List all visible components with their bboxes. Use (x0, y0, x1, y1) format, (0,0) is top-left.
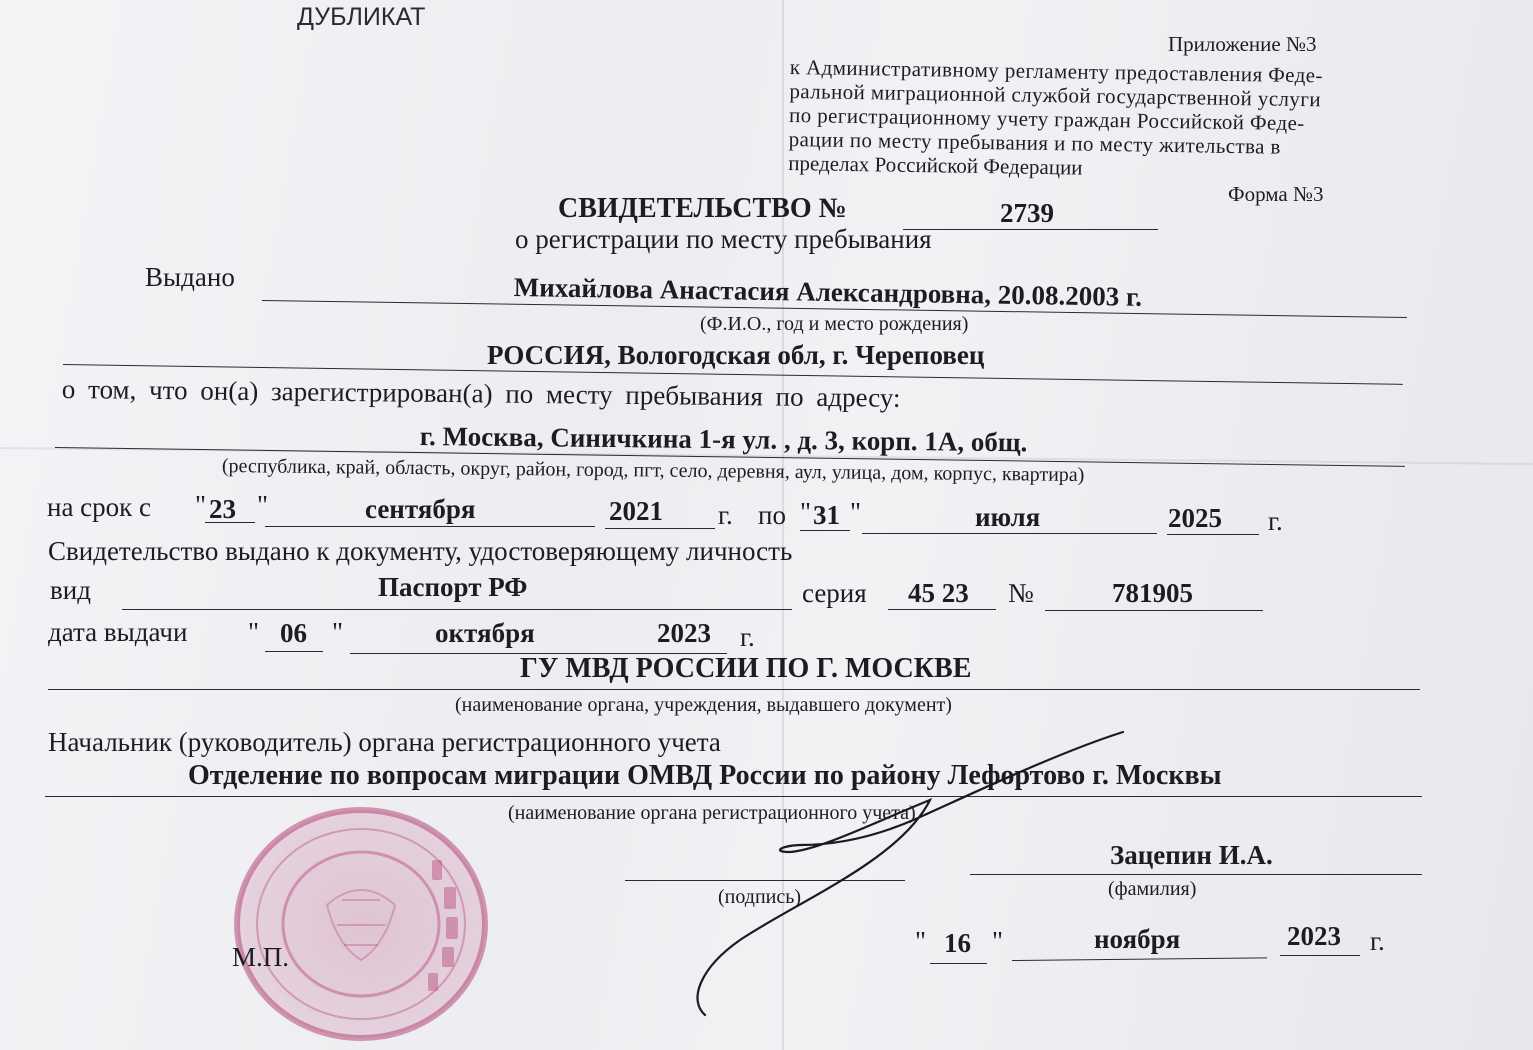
period-from-year: 2021 (609, 496, 663, 526)
period-from-month: сентября (365, 494, 476, 524)
document-series-value: 45 23 (908, 578, 969, 608)
sign-date-day-line (930, 963, 987, 964)
issuing-authority: ГУ МВД РОССИИ ПО Г. МОСКВЕ (520, 653, 972, 684)
document-intro: Свидетельство выдано к документу, удостоверяющему личность (48, 536, 793, 566)
appendix-line: ральной миграционной службой государственной услуги (789, 78, 1322, 112)
sign-date-month-line (1012, 957, 1267, 961)
issued-label: Выдано (145, 262, 235, 292)
address-intro: о том, что он(а) зарегистрирован(а) по месту пребывания по адресу: (61, 374, 901, 413)
certificate-number-line (903, 229, 1158, 230)
issue-date-label: дата выдачи (48, 617, 188, 647)
holder-name-caption: (Ф.И.О., год и место рождения) (700, 313, 969, 335)
appendix-text (788, 55, 1323, 183)
appendix-line: рации по месту пребывания и по месту жительства в (788, 126, 1281, 159)
issue-date-quote: " (332, 617, 344, 647)
sign-date-quote: " (915, 926, 927, 956)
certificate-title: СВИДЕТЕЛЬСТВО № (558, 193, 847, 224)
sign-date-month: ноября (1094, 924, 1181, 954)
issue-date-day-line (265, 651, 323, 652)
address-value: г. Москва, Синичкина 1-я ул. , д. 3, корп. 1А, общ. (419, 421, 1028, 458)
document-type-value: Паспорт РФ (378, 572, 528, 602)
registration-authority-name: Отделение по вопросам миграции ОМВД России по району Лефортово г. Москвы (188, 760, 1222, 791)
issuing-authority-caption: (наименование органа, учреждения, выдавшего документ) (455, 694, 952, 716)
issue-date-day: 06 (280, 618, 307, 648)
issue-date-year: 2023 (657, 618, 711, 648)
registration-authority-caption: (наименование органа регистрационного учета) (508, 802, 916, 824)
period-to-month: июля (975, 502, 1041, 532)
document-type-line (122, 609, 792, 610)
period-from-label: на срок с (47, 492, 152, 522)
signature-line (625, 880, 905, 881)
period-year-mark: г. (718, 500, 733, 530)
period-from-month-line (265, 526, 595, 527)
period-quote: " (850, 497, 862, 527)
period-to-day: 31 (813, 500, 840, 530)
appendix-line: пределах Российской Федерации (788, 150, 1083, 180)
registration-authority-line (45, 796, 1422, 797)
period-from-day-line (205, 522, 255, 523)
form-number: Форма №3 (1228, 182, 1324, 206)
duplicate-label: ДУБЛИКАТ (297, 3, 426, 31)
period-to-label: по (758, 500, 786, 530)
sign-date-day: 16 (944, 928, 971, 958)
issuing-authority-line (48, 689, 1420, 690)
issue-date-month: октября (435, 618, 535, 648)
period-quote: " (195, 490, 207, 520)
appendix-number: Приложение №3 (1168, 32, 1317, 56)
appendix-line: по регистрационному учету граждан Российской Феде- (788, 102, 1305, 136)
sign-date-year-mark: г. (1370, 926, 1385, 956)
sign-date-quote: " (992, 926, 1004, 956)
holder-name: Михайлова Анастасия Александровна, 20.08.2003 г. (513, 272, 1143, 312)
certificate-number: 2739 (1000, 198, 1054, 228)
document-number-label: № (1008, 578, 1034, 608)
signature-caption: (подпись) (718, 886, 802, 908)
address-caption: (республика, край, область, округ, район, город, пгт, село, деревня, аул, улица, дом, корпус, квартира) (221, 455, 1085, 487)
document-number-value: 781905 (1112, 578, 1193, 608)
period-quote: " (800, 497, 812, 527)
period-to-year-line (1167, 534, 1259, 535)
head-label: Начальник (руководитель) органа регистрационного учета (48, 727, 721, 757)
document-series-line (888, 609, 996, 610)
sign-date-year: 2023 (1287, 921, 1341, 951)
period-quote: " (257, 490, 269, 520)
period-to-year: 2025 (1168, 503, 1222, 533)
period-from-year-line (605, 528, 715, 529)
period-to-month-line (862, 533, 1157, 534)
document-series-label: серия (802, 578, 867, 608)
birthplace: РОССИЯ, Вологодская обл, г. Череповец (487, 340, 985, 370)
surname-line (970, 874, 1422, 875)
official-stamp-seal (232, 805, 490, 1043)
certificate-subtitle: о регистрации по месту пребывания (515, 224, 932, 254)
surname-caption: (фамилия) (1108, 878, 1197, 900)
official-surname: Зацепин И.А. (1110, 840, 1273, 870)
document-type-label: вид (50, 575, 91, 605)
issue-date-year-mark: г. (740, 622, 755, 652)
appendix-line: к Административному регламенту предоставления Феде- (789, 55, 1324, 88)
issue-date-quote: " (248, 617, 260, 647)
period-from-day: 23 (209, 494, 236, 524)
document-number-line (1045, 610, 1263, 611)
stamp-place-label: М.П. (232, 942, 290, 972)
period-year-mark: г. (1268, 506, 1283, 536)
sign-date-year-line (1280, 955, 1360, 956)
period-to-day-line (800, 530, 850, 531)
